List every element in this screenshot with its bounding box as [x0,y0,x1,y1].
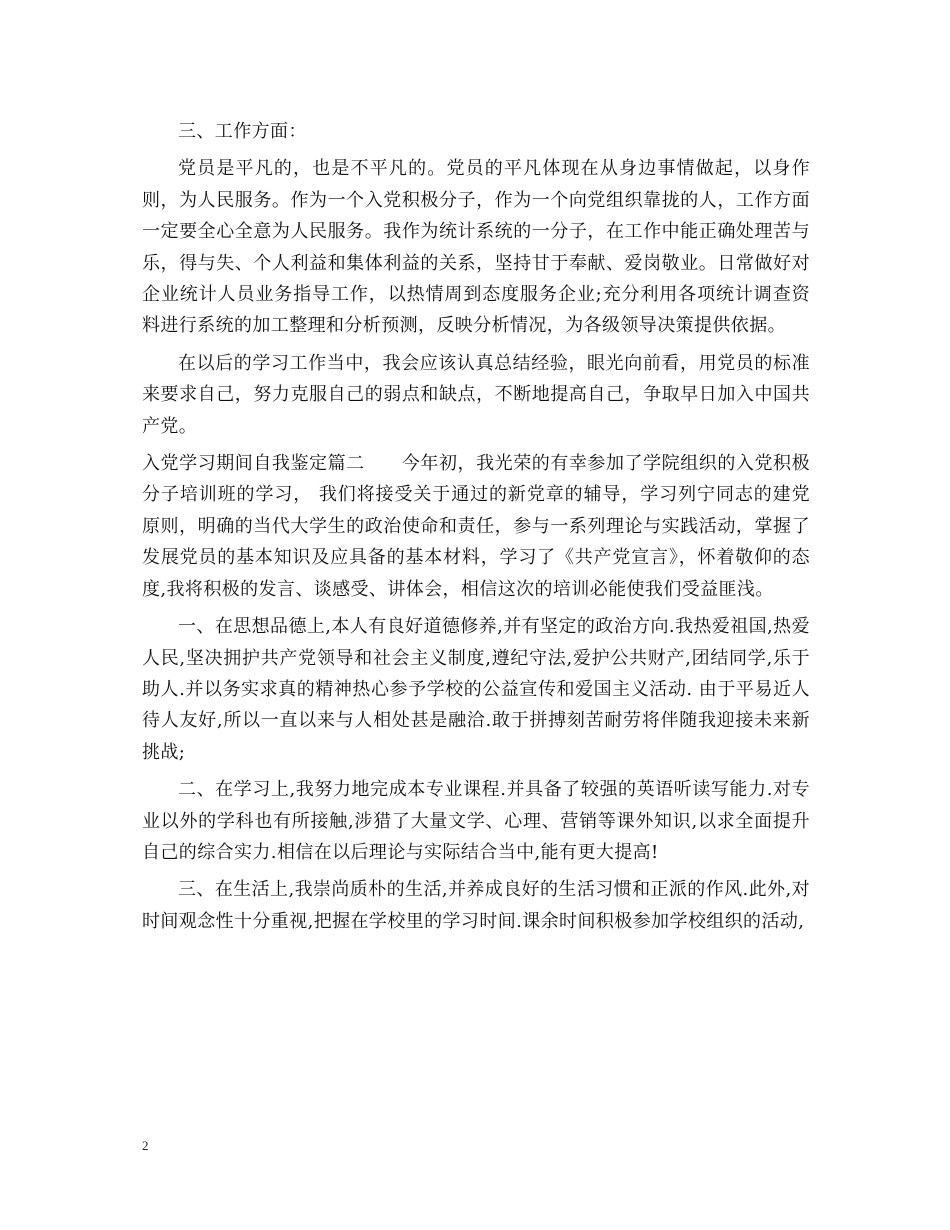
paragraph-ideology: 一、在思想品德上,本人有良好道德修养,并有坚定的政治方向.我热爱祖国,热爱人民,坚决拥护共产党领导和社会主义制度,遵纪守法,爱护公共财产,团结同学,乐于助人.并以务实求真的精神热心参予学校的公益宣传和爱国主义活动. 由于平易近人待人友好,所以一直以来与人相处甚是融洽.敢于拼搏刻苦耐劳将伴随我迎接未来新挑战; [142,616,810,763]
page-number: 2 [142,1138,149,1153]
page-content [142,116,810,937]
paragraph-life: 三、在生活上,我崇尚质朴的生活,并养成良好的生活习惯和正派的作风.此外,对时间观念性十分重视,把握在学校里的学习时间.课余时间积极参加学校组织的活动, [142,879,810,932]
paragraph-study: 二、在学习上,我努力地完成本专业课程.并具备了较强的英语听读写能力.对专业以外的学科也有所接触,涉猎了大量文学、心理、营销等课外知识,以求全面提升自己的综合实力.相信在以后理论与实际结合当中,能有更大提高! [142,779,810,863]
paragraph-future-goals: 在以后的学习工作当中，我会应该认真总结经验，眼光向前看，用党员的标准来要求自己，努力克服自己的弱点和缺点，不断地提高自己，争取早日加入中国共产党。 [142,352,810,437]
section-heading: 三、工作方面： [178,121,307,142]
paragraph-part-two-intro: 入党学习期间自我鉴定篇二 今年初，我光荣的有幸参加了学院组织的入党积极分子培训班的学习， 我们将接受关于通过的新党章的辅导，学习列宁同志的建党原则，明确的当代大学生的政治使命和责任，参与一系列理论与实践活动，掌握了发展党员的基本知识及应具备的基本材料，学习了《共产党宣言》，怀着敬仰的态度,我将积极的发言、谈感受、讲体会，相信这次的培训必能使我们受益匪浅。 [142,453,810,600]
paragraph-work-aspect: 党员是平凡的，也是不平凡的。党员的平凡体现在从身边事情做起，以身作则，为人民服务。作为一个入党积极分子，作为一个向党组织靠拢的人，工作方面一定要全心全意为人民服务。我作为统计系统的一分子，在工作中能正确处理苦与乐，得与失、个人利益和集体利益的关系，坚持甘于奉献、爱岗敬业。日常做好对企业统计人员业务指导工作，以热情周到态度服务企业;充分利用各项统计调查资料进行系统的加工整理和分析预测，反映分析情况，为各级领导决策提供依据。 [142,158,810,337]
